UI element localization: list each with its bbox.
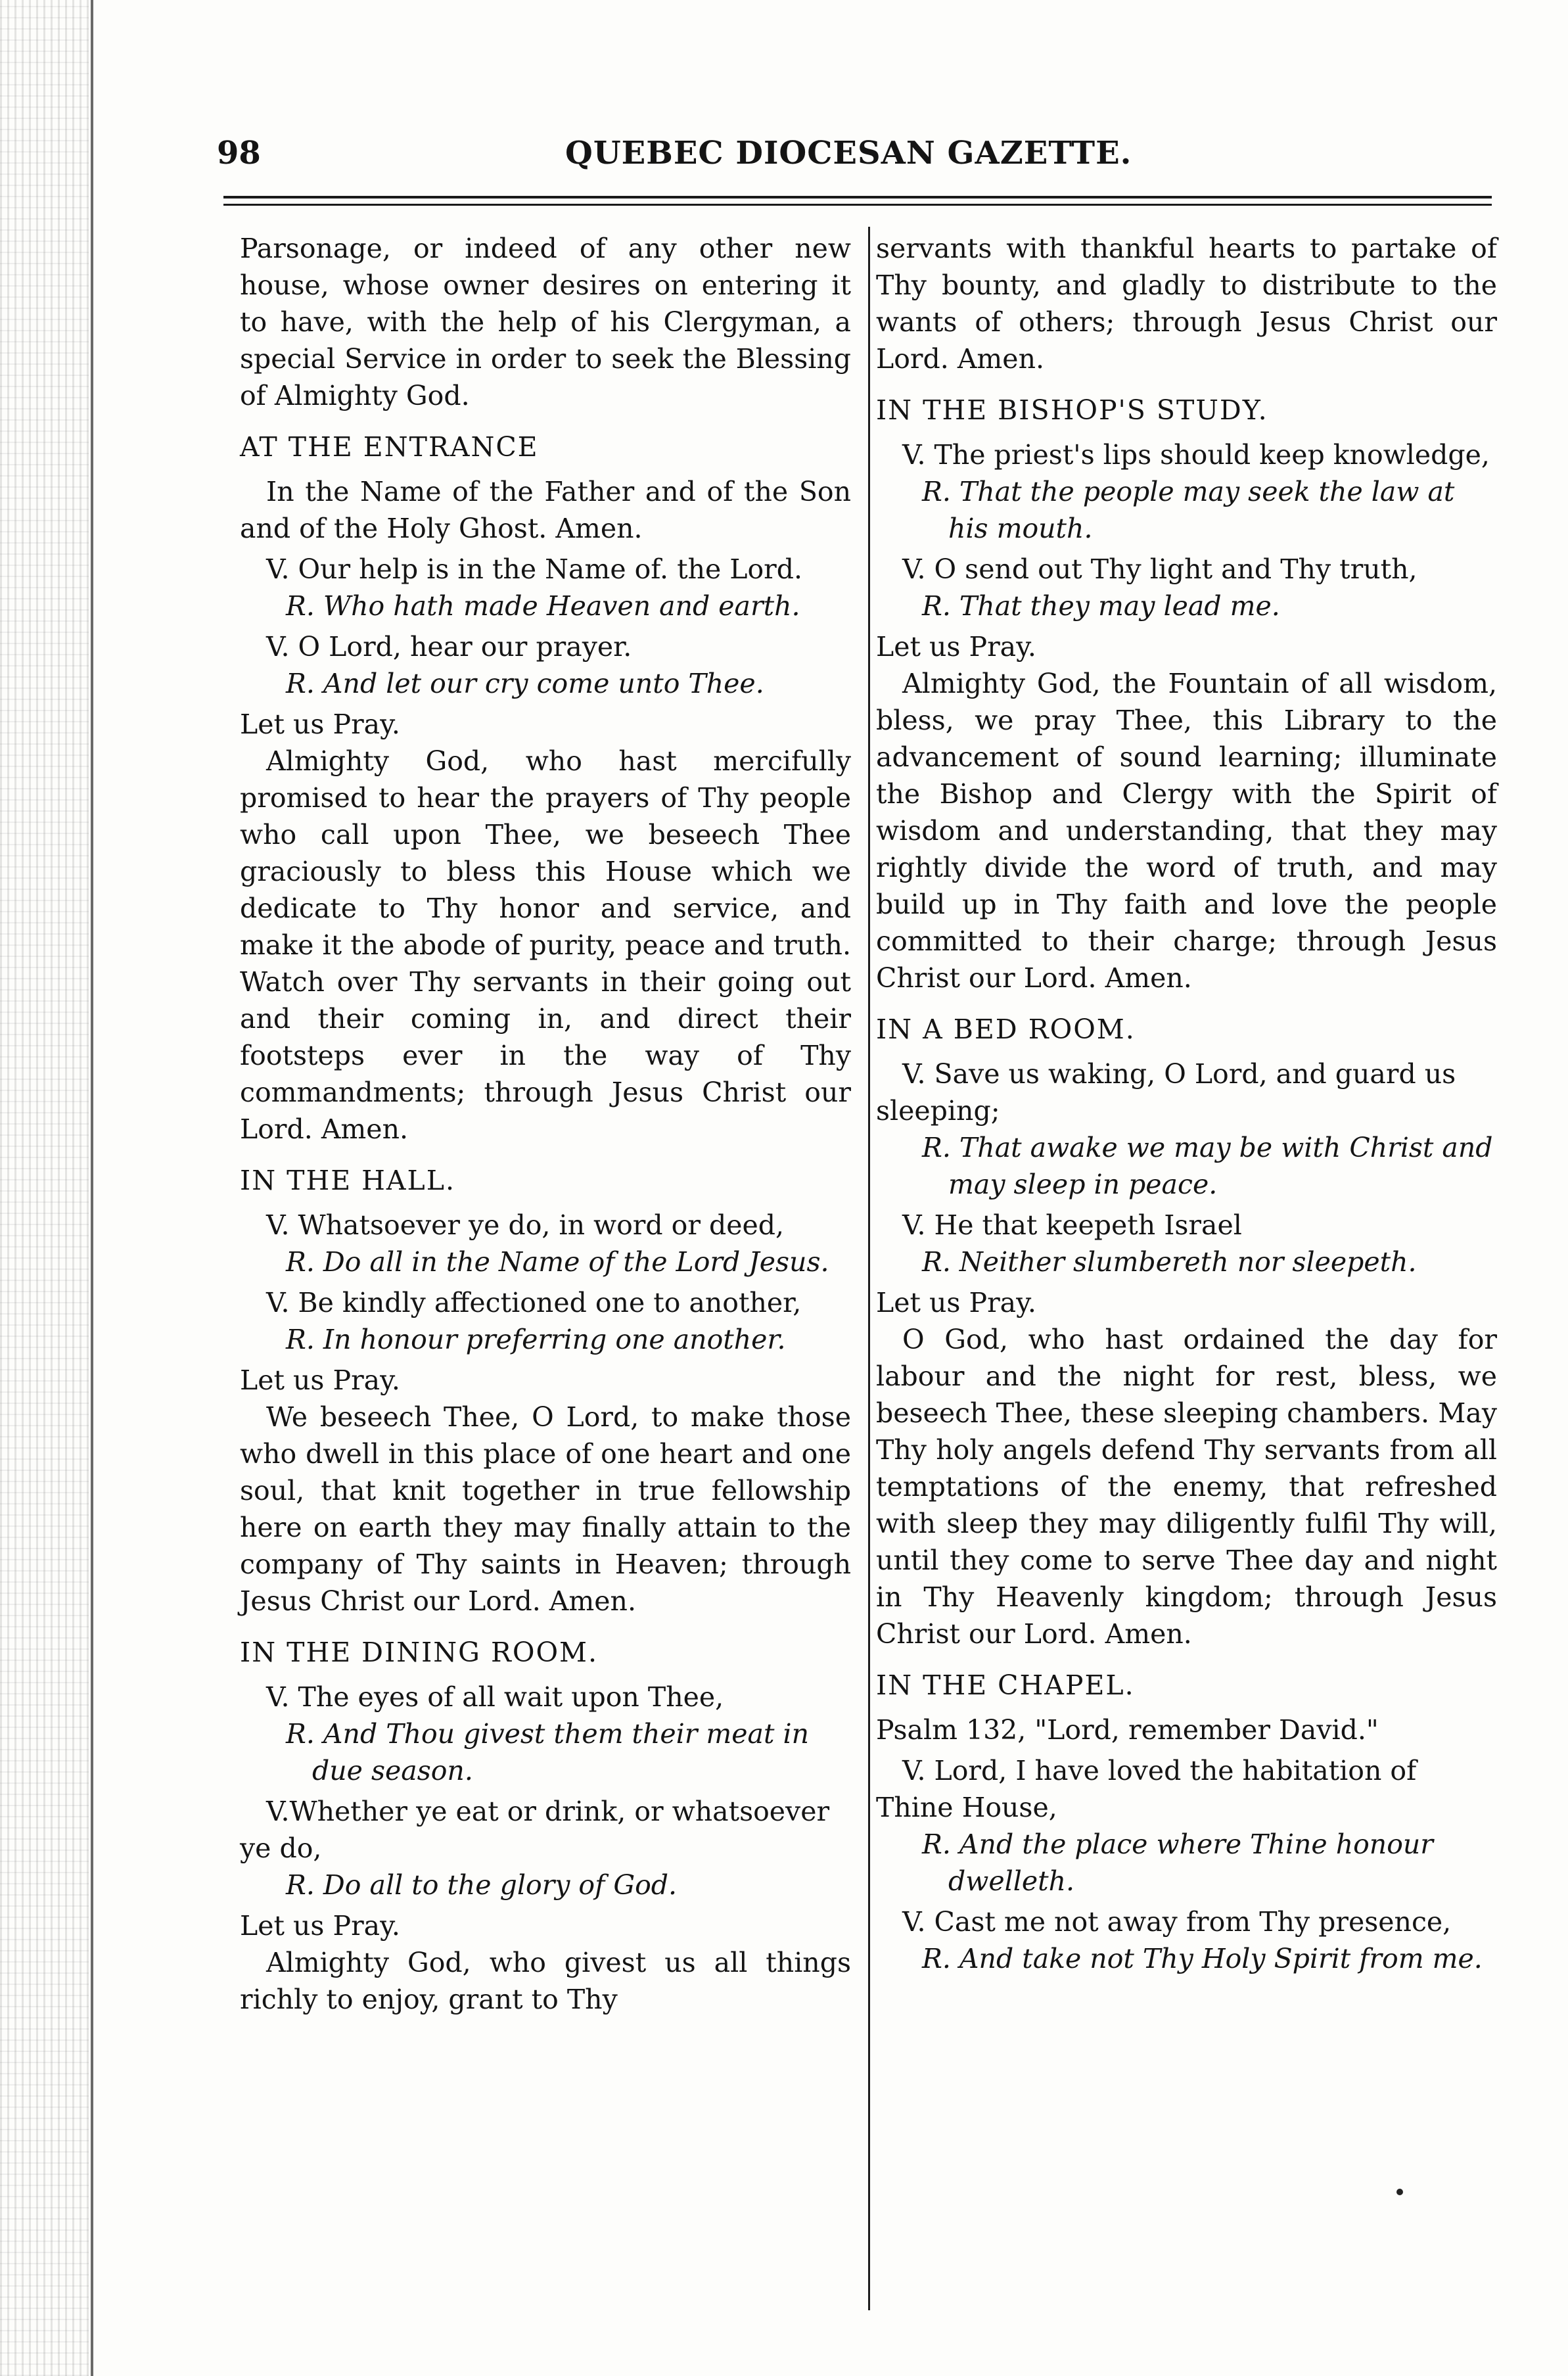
print-speck [1396,2189,1403,2195]
prayer-paragraph: Almighty God, who givest us all things richly to enjoy, grant to Thy [240,1947,851,2015]
versicle: V. Lord, I have loved the habitation of Thine House, [876,1755,1417,1823]
versicle: V. Whatsoever ye do, in word or deed, [266,1209,785,1241]
versicle: V. The priest's lips should keep knowledge, [902,439,1490,471]
section-heading-entrance: AT THE ENTRANCE [240,431,539,463]
section-heading-chapel: IN THE CHAPEL. [876,1669,1135,1701]
let-us-pray: Let us Pray. [876,631,1036,663]
page-edge [91,0,93,2376]
response: R. That they may lead me. [922,590,1280,622]
response: R. And let our cry come unto Thee. [286,668,764,699]
versicle: V. O Lord, hear our prayer. [266,631,632,663]
response: R. In honour preferring one another. [286,1324,786,1355]
section-heading-hall: IN THE HALL. [240,1165,456,1196]
let-us-pray: Let us Pray. [240,1364,400,1396]
versicle: V. The eyes of all wait upon Thee, [266,1681,724,1713]
binding-gutter [0,0,89,2376]
continued-prayer: servants with thankful hearts to partake of Thy bounty, and gladly to distribute to the wants of others; through Jesus Christ our Lord. Amen. [876,233,1497,375]
response: R. Do all in the Name of the Lord Jesus. [286,1246,829,1278]
response: R. Neither slumbereth nor sleepeth. [922,1246,1417,1278]
versicle: V. Our help is in the Name of. the Lord. [266,553,803,585]
response: R. Who hath made Heaven and earth. [286,590,800,622]
left-column [240,230,851,2346]
psalm-reference: Psalm 132, "Lord, remember David." [876,1714,1379,1746]
versicle: V. He that keepeth Israel [902,1209,1242,1241]
versicle: V. Cast me not away from Thy presence, [902,1906,1452,1938]
intro-paragraph: Parsonage, or indeed of any other new house, whose owner desires on entering it to have, with the help of his Clergyman, a special Service in order to seek the Blessing of Almighty God. [240,233,851,411]
column-divider [868,227,870,2310]
prayer-paragraph: Almighty God, who hast mercifully promised to hear the prayers of Thy people who call upon Thee, we beseech Thee graciously to bless this House which we dedicate to Thy honor and service, and make it the abode of purity, peace and truth. Watch over Thy servants in their going out and their coming in, and direct their footsteps ever in the way of Thy commandments; through Jesus Christ our Lord. Amen. [240,745,851,1145]
versicle: V.Whether ye eat or drink, or whatsoever ye do, [240,1796,830,1864]
prayer-paragraph: We beseech Thee, O Lord, to make those who dwell in this place of one heart and one soul, that knit together in true fellowship here on earth they may finally attain to the company of Thy saints in Heaven; through Jesus Christ our Lord. Amen. [240,1401,851,1617]
prayer-paragraph: Almighty God, the Fountain of all wisdom, bless, we pray Thee, this Library to the advancement of sound learning; illuminate the Bishop and Clergy with the Spirit of wisdom and understanding, that they may rightly divide the word of truth, and may build up in Thy faith and love the people committed to their charge; through Jesus Christ our Lord. Amen. [876,668,1497,994]
let-us-pray: Let us Pray. [240,709,400,740]
section-heading-bishops-study: IN THE BISHOP'S STUDY. [876,394,1268,426]
let-us-pray: Let us Pray. [240,1910,400,1942]
invocation: In the Name of the Father and of the Son and of the Holy Ghost. Amen. [240,476,851,544]
versicle: V. Be kindly affectioned one to another, [266,1287,802,1318]
response: R. And the place where Thine honour dwelleth. [922,1829,1433,1897]
header-rule [223,196,1492,198]
page-header [217,135,1488,184]
running-title: QUEBEC DIOCESAN GAZETTE. [565,135,1132,172]
section-heading-dining-room: IN THE DINING ROOM. [240,1637,599,1668]
page-number: 98 [217,135,261,172]
let-us-pray: Let us Pray. [876,1287,1036,1318]
response: R. And Thou givest them their meat in due season. [286,1718,809,1786]
prayer-paragraph: O God, who hast ordained the day for labour and the night for rest, bless, we beseech Thee, these sleeping chambers. May Thy holy angels defend Thy servants from all temptations of the enemy, that refreshed with sleep they may diligently fulfil Thy will, until they come to serve Thee day and night in Thy Heavenly kingdom; through Jesus Christ our Lord. Amen. [876,1324,1497,1650]
section-heading-bed-room: IN A BED ROOM. [876,1013,1136,1045]
versicle: V. Save us waking, O Lord, and guard us sleeping; [876,1058,1456,1127]
versicle: V. O send out Thy light and Thy truth, [902,553,1418,585]
header-rule-secondary [223,204,1492,206]
response: R. That the people may seek the law at his mouth. [922,476,1455,544]
response: R. That awake we may be with Christ and may sleep in peace. [922,1132,1493,1200]
response: R. Do all to the glory of God. [286,1869,678,1901]
response: R. And take not Thy Holy Spirit from me. [922,1943,1483,1974]
right-column [876,230,1497,2346]
